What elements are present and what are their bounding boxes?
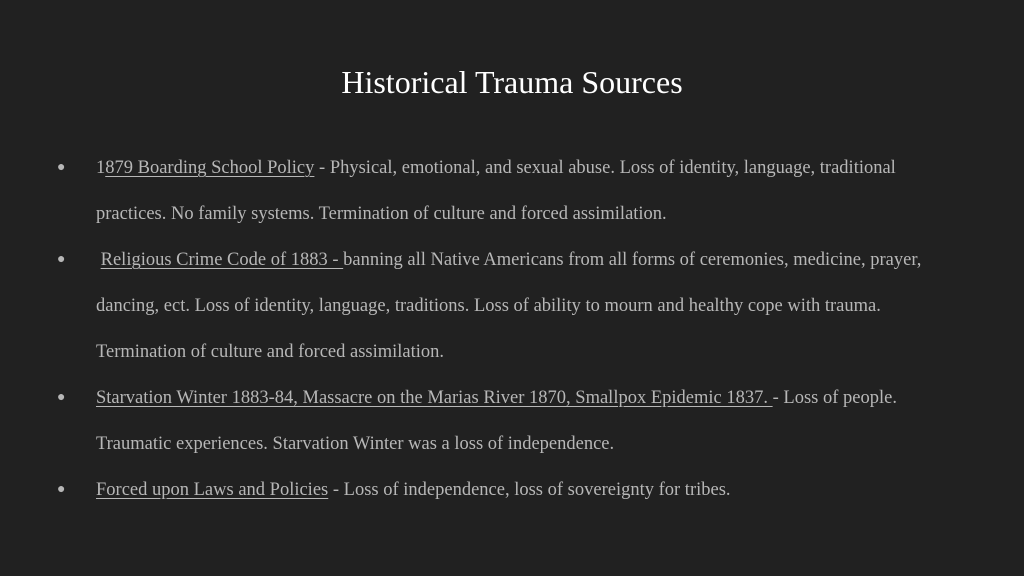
bullet-list xyxy=(0,145,1024,513)
bullet-text: banning all Native Americans from all forms of ceremonies, medicine, prayer, dancing, ect. Loss of identity, language, traditions. Loss of ability to mourn and healthy cope with trauma. Termination of culture and forced assimilation. xyxy=(96,250,922,362)
bullet-text: - Loss of people. Traumatic experiences. Starvation Winter was a loss of independence. xyxy=(96,388,897,454)
bullet-prefix: 1 xyxy=(96,158,106,178)
bullet-item-starvation-winter xyxy=(0,375,1024,467)
bullet-dot-icon: ● xyxy=(57,482,66,497)
bullet-text: - Loss of independence, loss of sovereignty for tribes. xyxy=(328,480,731,500)
bullet-text: - Physical, emotional, and sexual abuse. Loss of identity, language, traditional practices. No family systems. Termination of culture and forced assimilation. xyxy=(96,158,896,224)
bullet-dot-icon: ● xyxy=(57,390,66,405)
slide-title: Historical Trauma Sources xyxy=(341,64,683,100)
bullet-dot-icon: ● xyxy=(57,160,66,175)
bullet-item-religious-crime-code xyxy=(0,237,1024,375)
bullet-item-laws-policies xyxy=(0,467,1024,513)
link-religious-crime-code[interactable]: Religious Crime Code of 1883 - xyxy=(100,250,344,270)
link-forced-laws-policies[interactable]: Forced upon Laws and Policies xyxy=(96,480,329,500)
link-starvation-winter-massacre-smallpox[interactable]: Starvation Winter 1883-84, Massacre on the Marias River 1870, Smallpox Epidemic 1837. xyxy=(96,388,773,408)
bullet-dot-icon: ● xyxy=(57,252,66,267)
bullet-item-boarding-school xyxy=(0,145,1024,237)
link-boarding-school-policy[interactable]: 879 Boarding School Policy xyxy=(105,158,315,178)
